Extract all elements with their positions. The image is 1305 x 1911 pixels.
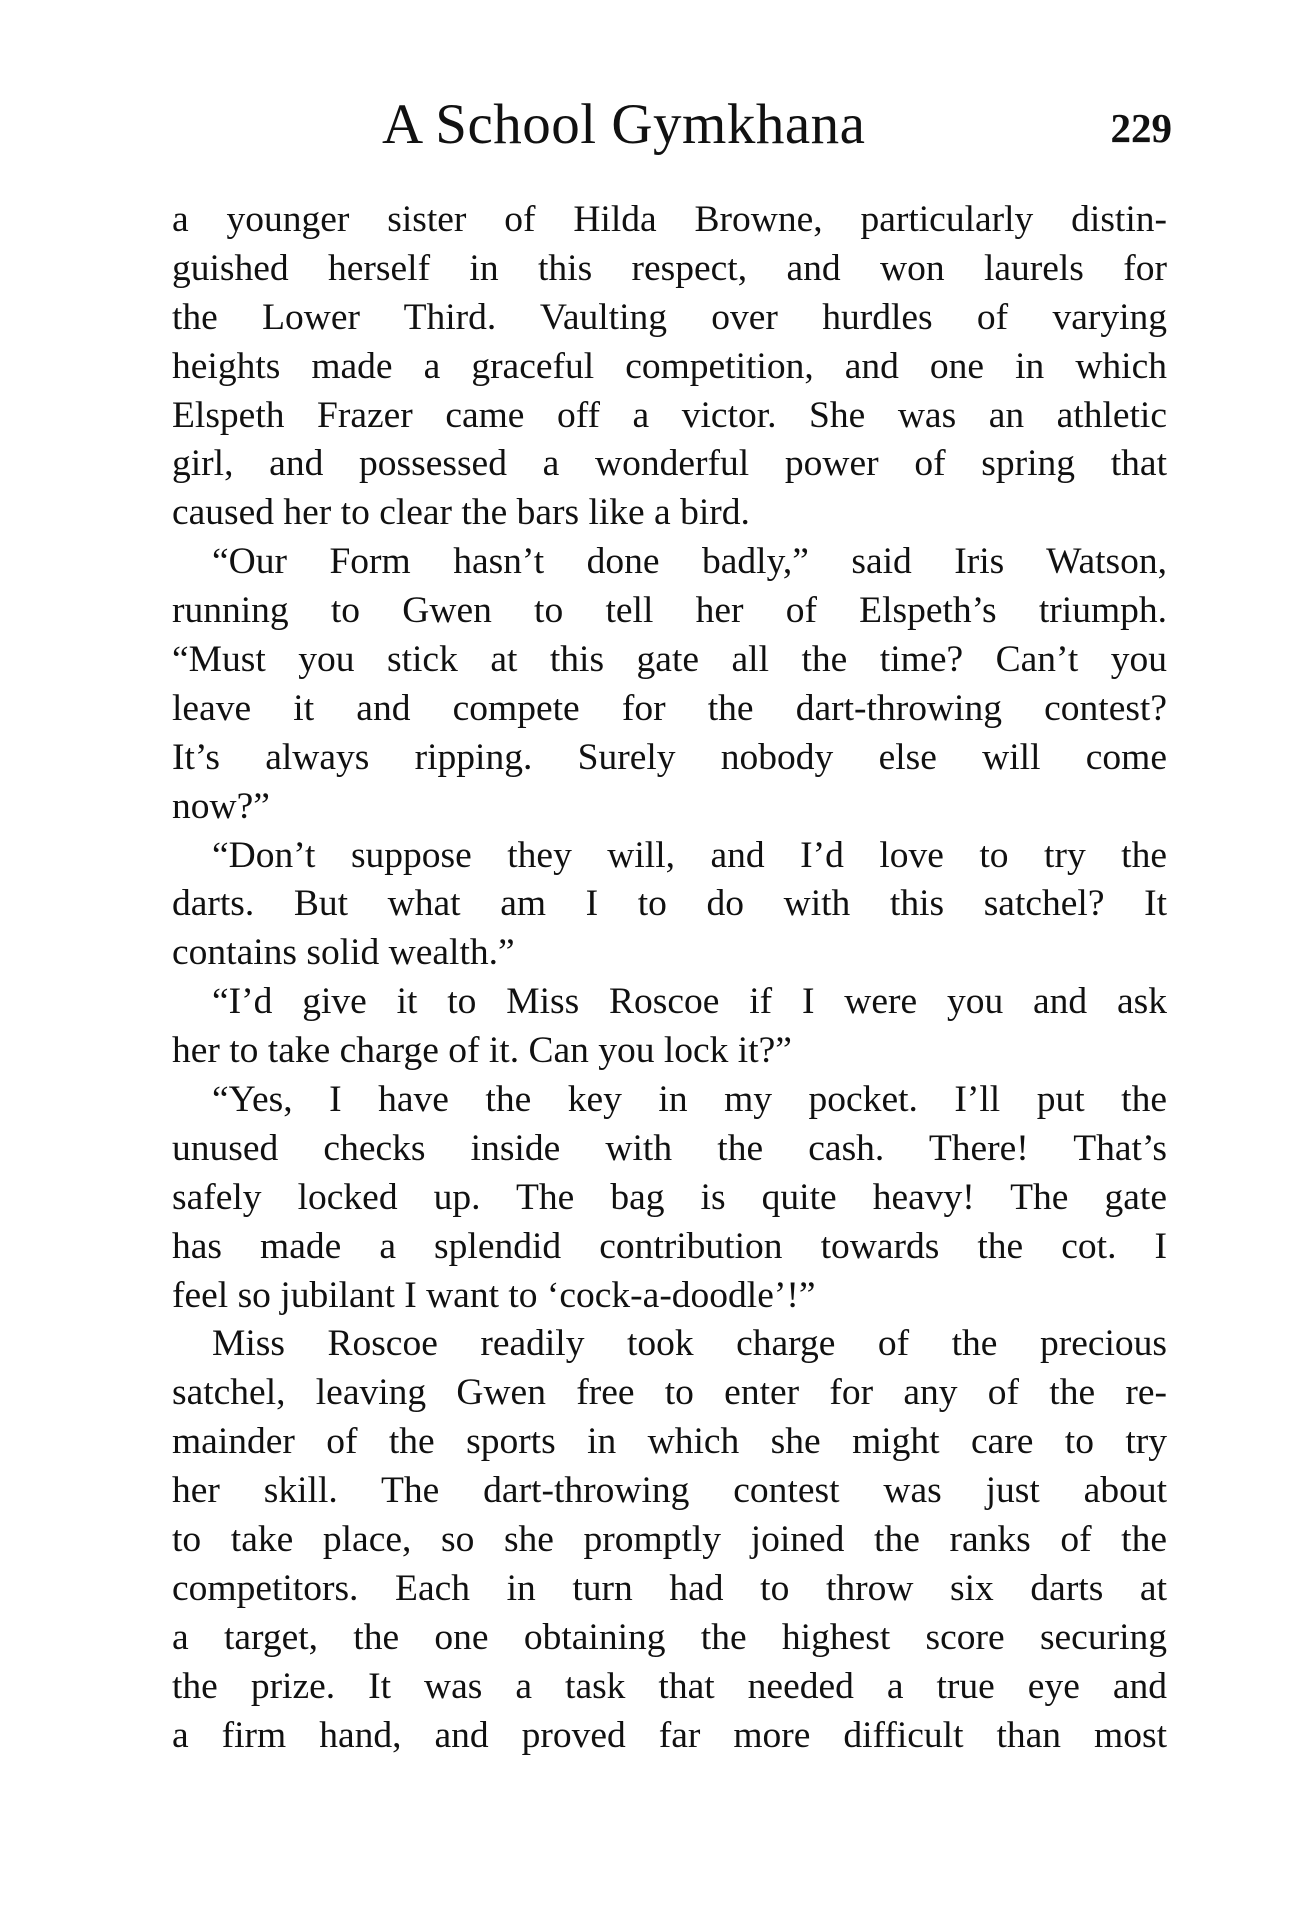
- text-line: It’s always ripping. Surely nobody else will come: [172, 736, 1167, 778]
- text-line: Miss Roscoe readily took charge of the precious: [212, 1323, 1167, 1365]
- text-line: now?”: [172, 785, 270, 827]
- text-line: darts. But what am I to do with this satchel? It: [172, 883, 1167, 925]
- text-line: leave it and compete for the dart-throwing contest?: [172, 687, 1167, 729]
- text-line: safely locked up. The bag is quite heavy! The gate: [172, 1176, 1167, 1218]
- text-line: “Our Form hasn’t done badly,” said Iris Watson,: [212, 541, 1167, 583]
- text-line: running to Gwen to tell her of Elspeth’s triumph.: [172, 590, 1167, 632]
- page-header: [172, 92, 1172, 172]
- text-line: has made a splendid contribution towards the cot. I: [172, 1225, 1167, 1267]
- text-line: guished herself in this respect, and won laurels for: [172, 247, 1167, 289]
- text-line: a firm hand, and proved far more difficult than most: [172, 1714, 1167, 1756]
- page-number: 229: [1110, 105, 1172, 151]
- running-title: A School Gymkhana: [382, 93, 866, 156]
- text-line: her skill. The dart-throwing contest was just about: [172, 1470, 1167, 1512]
- text-line: “Must you stick at this gate all the time? Can’t you: [172, 639, 1167, 681]
- text-line: a target, the one obtaining the highest score securing: [172, 1616, 1167, 1658]
- text-line: feel so jubilant I want to ‘cock-a-doodle’!”: [172, 1274, 816, 1316]
- text-line: mainder of the sports in which she might care to try: [172, 1421, 1167, 1463]
- text-line: Elspeth Frazer came off a victor. She was an athletic: [172, 394, 1167, 436]
- text-line: her to take charge of it. Can you lock it?”: [172, 1030, 792, 1072]
- body-text: [172, 196, 1167, 1761]
- text-line: the prize. It was a task that needed a true eye and: [172, 1665, 1167, 1707]
- text-line: the Lower Third. Vaulting over hurdles of varying: [172, 296, 1167, 338]
- text-line: unused checks inside with the cash. There! That’s: [172, 1127, 1167, 1169]
- text-line: girl, and possessed a wonderful power of spring that: [172, 443, 1167, 485]
- text-line: satchel, leaving Gwen free to enter for any of the re-: [172, 1372, 1167, 1414]
- text-line: “I’d give it to Miss Roscoe if I were you and ask: [212, 981, 1167, 1023]
- text-line: “Yes, I have the key in my pocket. I’ll put the: [212, 1079, 1167, 1121]
- text-line: “Don’t suppose they will, and I’d love to try the: [212, 834, 1167, 876]
- text-line: heights made a graceful competition, and one in which: [172, 345, 1167, 387]
- text-line: caused her to clear the bars like a bird.: [172, 492, 750, 534]
- text-line: competitors. Each in turn had to throw six darts at: [172, 1567, 1167, 1609]
- text-line: a younger sister of Hilda Browne, particularly distin-: [172, 199, 1167, 240]
- text-line: to take place, so she promptly joined the ranks of the: [172, 1519, 1167, 1561]
- text-line: contains solid wealth.”: [172, 932, 515, 974]
